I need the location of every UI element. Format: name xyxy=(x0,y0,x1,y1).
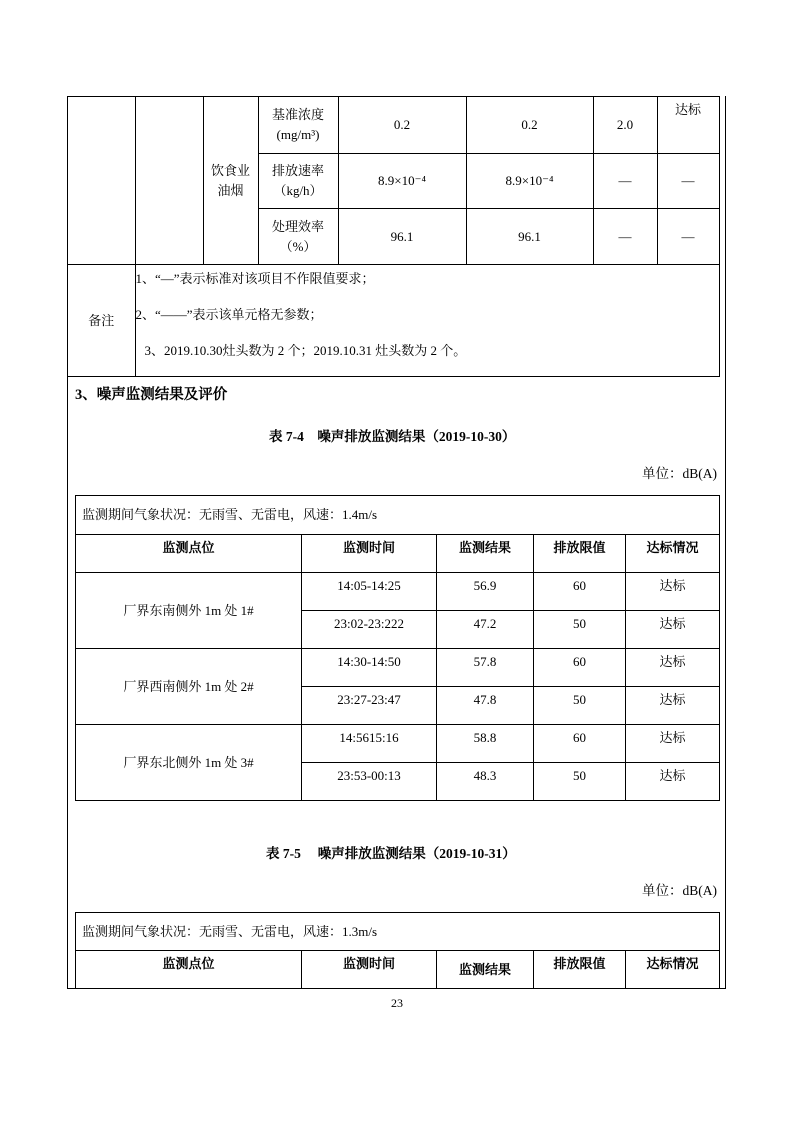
value-cell: 0.2 xyxy=(338,97,466,154)
table-7-5-unit: 单位：dB(A) xyxy=(642,883,717,898)
time-cell: 23:53-00:13 xyxy=(302,763,437,801)
result-cell: 56.9 xyxy=(437,573,534,611)
page-number: 23 xyxy=(391,996,403,1010)
limit-cell: 60 xyxy=(534,573,626,611)
limit-cell: 50 xyxy=(534,763,626,801)
header-point: 监测点位 xyxy=(76,535,302,573)
table-7-4-unit: 单位：dB(A) xyxy=(642,466,717,481)
status-cell: 达标 xyxy=(657,97,719,154)
time-cell: 23:02-23:222 xyxy=(302,611,437,649)
status-cell: — xyxy=(657,209,719,265)
result-cell: 47.2 xyxy=(437,611,534,649)
header-status: 达标情况 xyxy=(626,951,720,989)
result-cell: 48.3 xyxy=(437,763,534,801)
param-cell: 基准浓度(mg/m³) xyxy=(258,97,338,154)
status-cell: 达标 xyxy=(626,687,720,725)
weather-row: 监测期间气象状况：无雨雪、无雷电，风速：1.3m/s xyxy=(76,913,720,951)
header-limit: 排放限值 xyxy=(534,535,626,573)
header-time: 监测时间 xyxy=(302,535,437,573)
time-cell: 23:27-23:47 xyxy=(302,687,437,725)
header-result: 监测结果 xyxy=(437,951,534,989)
note-2: 2、“——”表示该单元格无参数； xyxy=(135,307,323,322)
note-1: 1、“—”表示标准对该项目不作限值要求； xyxy=(135,271,375,286)
value-cell: 0.2 xyxy=(466,97,593,154)
limit-cell: 50 xyxy=(534,611,626,649)
oil-fume-table xyxy=(68,96,720,377)
result-cell: 47.8 xyxy=(437,687,534,725)
status-cell: — xyxy=(657,154,719,209)
value-cell: 96.1 xyxy=(466,209,593,265)
param-cell: 排放速率（kg/h） xyxy=(258,154,338,209)
limit-cell: — xyxy=(593,209,657,265)
status-cell: 达标 xyxy=(626,725,720,763)
value-cell: 96.1 xyxy=(338,209,466,265)
limit-cell: 60 xyxy=(534,725,626,763)
limit-cell: 60 xyxy=(534,649,626,687)
notes-label: 备注 xyxy=(68,265,135,377)
time-cell: 14:30-14:50 xyxy=(302,649,437,687)
status-cell: 达标 xyxy=(626,611,720,649)
status-cell: 达标 xyxy=(626,649,720,687)
table-7-5-caption: 表 7-5 噪声排放监测结果（2019-10-31） xyxy=(266,846,516,861)
note-3: 3、2019.10.30灶头数为 2 个；2019.10.31 灶头数为 2 个。 xyxy=(144,343,467,358)
blank-cell xyxy=(135,97,203,265)
point-name: 厂界东南侧外 1m 处 1# xyxy=(76,573,302,649)
result-cell: 58.8 xyxy=(437,725,534,763)
header-result: 监测结果 xyxy=(437,535,534,573)
status-cell: 达标 xyxy=(626,763,720,801)
header-time: 监测时间 xyxy=(302,951,437,989)
header-point: 监测点位 xyxy=(76,951,302,989)
blank-cell xyxy=(68,97,135,265)
value-cell: 8.9×10⁻⁴ xyxy=(466,154,593,209)
time-cell: 14:5615:16 xyxy=(302,725,437,763)
section-title: 3、噪声监测结果及评价 xyxy=(75,387,228,403)
noise-table-7-4 xyxy=(75,495,720,801)
time-cell: 14:05-14:25 xyxy=(302,573,437,611)
header-limit: 排放限值 xyxy=(534,951,626,989)
table-7-4-caption: 表 7-4 噪声排放监测结果（2019-10-30） xyxy=(269,429,516,444)
point-name: 厂界西南侧外 1m 处 2# xyxy=(76,649,302,725)
limit-cell: 2.0 xyxy=(593,97,657,154)
category-cell: 饮食业油烟 xyxy=(203,97,258,265)
point-name: 厂界东北侧外 1m 处 3# xyxy=(76,725,302,801)
result-cell: 57.8 xyxy=(437,649,534,687)
limit-cell: — xyxy=(593,154,657,209)
weather-row: 监测期间气象状况：无雨雪、无雷电，风速：1.4m/s xyxy=(76,496,720,535)
noise-table-7-5 xyxy=(75,912,720,989)
header-status: 达标情况 xyxy=(626,535,720,573)
limit-cell: 50 xyxy=(534,687,626,725)
status-cell: 达标 xyxy=(626,573,720,611)
param-cell: 处理效率（%） xyxy=(258,209,338,265)
value-cell: 8.9×10⁻⁴ xyxy=(338,154,466,209)
notes-cell xyxy=(135,265,719,377)
